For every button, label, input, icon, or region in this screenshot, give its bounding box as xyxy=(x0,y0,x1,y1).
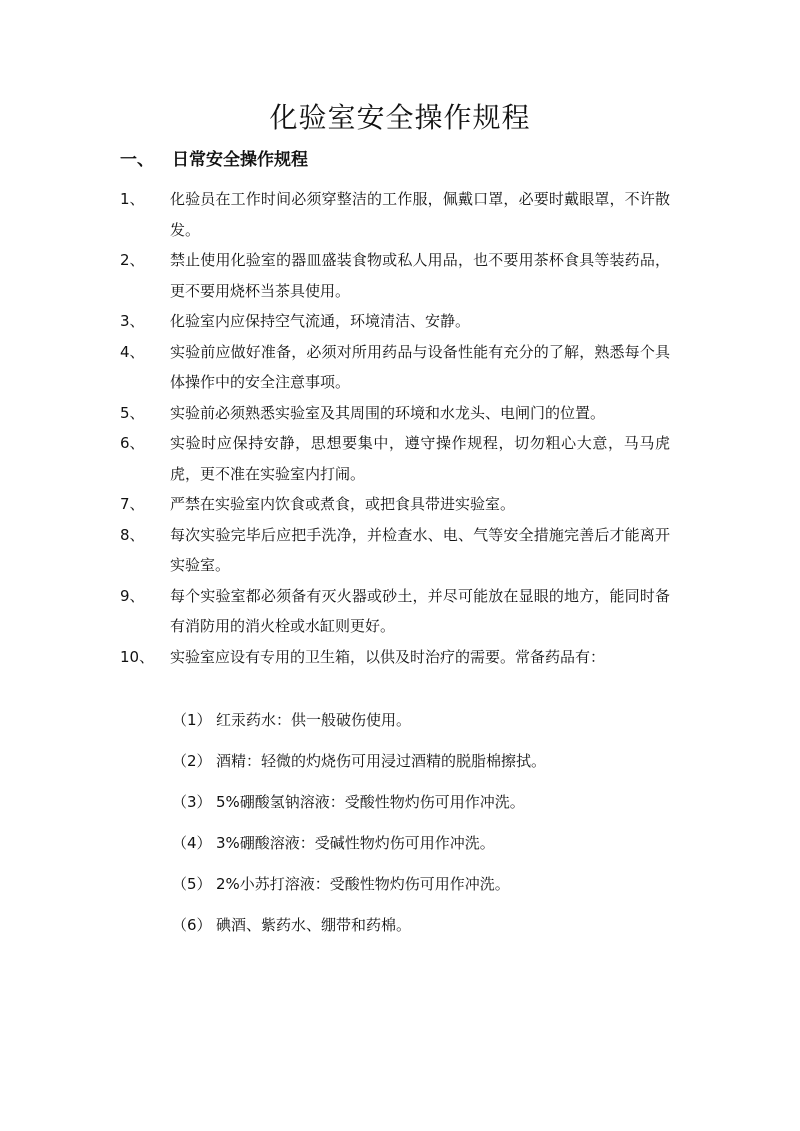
remedy-text: 2%小苏打溶液：受酸性物灼伤可用作冲洗。 xyxy=(216,875,510,893)
remedy-item xyxy=(172,872,672,896)
remedy-item xyxy=(172,708,672,732)
rule-number: 3、 xyxy=(120,312,145,330)
rule-item xyxy=(120,398,680,429)
remedy-text: 酒精：轻微的灼烧伤可用浸过酒精的脱脂棉擦拭。 xyxy=(216,752,547,770)
rule-number: 2、 xyxy=(120,251,145,269)
remedy-number: （1） xyxy=(172,711,212,729)
remedy-item xyxy=(172,913,672,937)
rule-item xyxy=(120,184,680,245)
rule-number: 6、 xyxy=(120,434,145,452)
rule-text: 每次实验完毕后应把手洗净，并检查水、电、气等安全措施完善后才能离开实验室。 xyxy=(170,525,670,574)
remedy-number: （2） xyxy=(172,752,212,770)
rule-text: 严禁在实验室内饮食或煮食，或把食具带进实验室。 xyxy=(170,495,516,513)
rule-number: 1、 xyxy=(120,190,145,208)
rule-text: 实验时应保持安静，思想要集中，遵守操作规程，切勿粗心大意，马马虎虎，更不准在实验室内打闹。 xyxy=(170,434,670,483)
remedies-list xyxy=(172,708,672,954)
remedy-text: 3%硼酸溶液：受碱性物灼伤可用作冲洗。 xyxy=(216,834,495,852)
remedy-item xyxy=(172,790,672,814)
rule-number: 5、 xyxy=(120,403,145,422)
rule-item xyxy=(120,428,680,489)
rule-text: 实验前必须熟悉实验室及其周围的环境和水龙头、电闸门的位置。 xyxy=(170,403,606,422)
rule-item xyxy=(120,581,680,642)
rule-number: 10、 xyxy=(120,647,155,666)
remedy-text: 红汞药水：供一般破伤使用。 xyxy=(216,711,412,729)
section-heading xyxy=(120,147,680,173)
rule-text: 每个实验室都必须备有灭火器或砂土，并尽可能放在显眼的地方，能同时备有消防用的消火栓或水缸则更好。 xyxy=(170,586,670,635)
remedy-number: （3） xyxy=(172,793,212,811)
rule-text: 化验室内应保持空气流通，环境清洁、安静。 xyxy=(170,312,471,330)
rule-number: 4、 xyxy=(120,342,145,361)
rule-item xyxy=(120,642,680,673)
rule-item xyxy=(120,520,680,581)
section-title: 日常安全操作规程 xyxy=(172,150,308,170)
rule-number: 8、 xyxy=(120,525,145,544)
remedy-number: （4） xyxy=(172,834,212,852)
rule-item xyxy=(120,337,680,398)
remedy-item xyxy=(172,749,672,773)
rule-text: 禁止使用化验室的器皿盛装食物或私人用品，也不要用茶杯食具等装药品，更不要用烧杯当茶具使用。 xyxy=(170,251,670,300)
remedy-item xyxy=(172,831,672,855)
rule-number: 9、 xyxy=(120,586,145,605)
rule-number: 7、 xyxy=(120,495,145,513)
remedy-number: （5） xyxy=(172,875,212,893)
rule-item xyxy=(120,245,680,306)
page-title: 化验室安全操作规程 xyxy=(269,101,531,134)
rule-item xyxy=(120,489,680,520)
rule-item xyxy=(120,306,680,337)
rule-text: 化验员在工作时间必须穿整洁的工作服，佩戴口罩，必要时戴眼罩，不许散发。 xyxy=(170,190,670,239)
rules-list xyxy=(120,184,680,672)
remedy-text: 碘酒、紫药水、绷带和药棉。 xyxy=(216,916,412,934)
remedy-number: （6） xyxy=(172,916,212,934)
section-number: 一、 xyxy=(120,150,154,170)
rule-text: 实验室应设有专用的卫生箱，以供及时治疗的需要。常备药品有： xyxy=(170,647,606,666)
remedy-text: 5%硼酸氢钠溶液：受酸性物灼伤可用作冲洗。 xyxy=(216,793,525,811)
rule-text: 实验前应做好准备，必须对所用药品与设备性能有充分的了解，熟悉每个具体操作中的安全注意事项。 xyxy=(170,342,670,391)
